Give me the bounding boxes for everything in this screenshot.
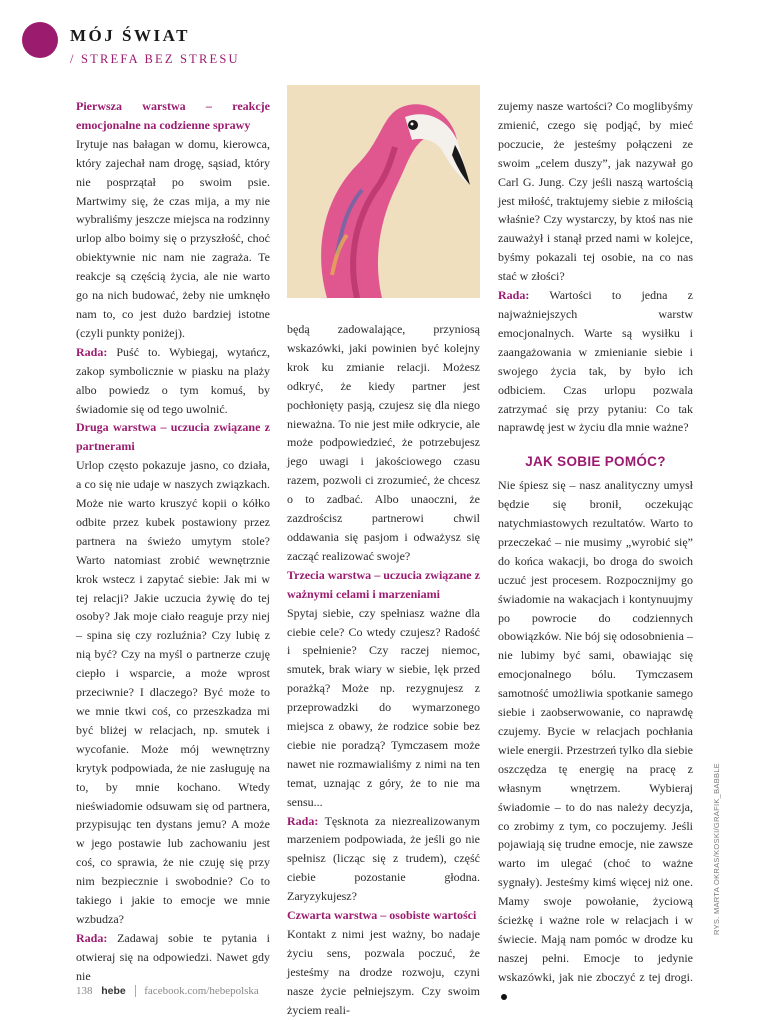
paragraph: będą zadowalające, przyniosą wskazówki, jaki powinien być kolejny krok ku zmianie relacji. Możesz odkryć, że kiedy partner jest pochłonięty pasją, czujesz się dla niego nieważna. To nie jest miłe odkrycie, ale może podpowiedzieć, że potrzebujesz jego uwagi i jakościowego czasu razem, pozwoli ci zrozumieć, że chcesz o to zadbać. Albo unaoczni, że zazdrościsz partnerowi chwil oddawania się pasjom i odważysz się zacząć realizować swoje? <box>287 322 480 563</box>
paragraph: Urlop często pokazuje jasno, co działa, a co się nie udaje w naszych związkach. Może nie warto kruszyć kopii o kółko odbite przez kubek postawiony przez partnera na świeżo umytym stole? Warto natomiast zrobić wewnętrznie krok wstecz i zapytać siebie: Jak mi w tej relacji? Jakie uczucia żywię do tej osoby? Jak moje ciało reaguje przy niej – spina się czy rozluźnia? Czy lubię z nią być? Czy na myśl o partnerze czuję ciepło i wsparcie, a może wprost przeciwnie? I dlaczego? Być może to we mnie tkwi coś, co przeszkadza mi być bliżej w relacjach, np. smutek i wycofanie. Może mój wewnętrzny krytyk podpowiada, że nie zasługuję na to, by mnie kochano. Wtedy nieświadomie odsuwam się od partnera, przypisując ten dystans jemu? A może w jego postawie lub zachowaniu jest coś, co sprawia, że nie czuję się przy nim bezpiecznie i swobodnie? Co to takiego i jakie to emocje we mnie wzbudza? <box>76 458 270 926</box>
tip-text: Zadawaj sobie te pytania i otwieraj się na odpowiedzi. Nawet gdy nie <box>76 930 271 983</box>
column-1 <box>76 97 270 986</box>
paragraph: Spytaj siebie, czy spełniasz ważne dla ciebie cele? Co wtedy czujesz? Radość i spełnienie? Czy raczej niemoc, smutek, brak wiary w siebie, lęk przed porażką? Może np. rezygnujesz z przeprowadzki do wymarzonego miejsca z obawy, że rodzice sobie bez ciebie nie poradzą? Tymczasem może nawet nie rozmawialiśmy z nimi na ten temat, uznając z góry, że to nie ma sensu... <box>287 605 480 809</box>
column-3 <box>498 97 693 1006</box>
tip-text: Tęsknota za niezrealizowanym marzeniem podpowiada, że jeśli go nie spełnisz (licząc się z trudem), część ciebie pozostanie głodna. Zaryzykujesz? <box>287 813 480 904</box>
paragraph: Nie śpiesz się – nasz analityczny umysł będzie się bronił, oczekując natychmiastowych rezultatów. Warto to przeczekać – nie musimy „wyrobić się” do końca wakacji, bo droga do swoich uczuć jest procesem. Rozpocznijmy go świadomie na wakacjach i kontynuujmy po powrocie do codziennych obowiązków. Nie bój się odosobnienia – nie lubimy być sami, obawiając się emocjonalnego bólu. Tymczasem samotność umożliwia spotkanie samego siebie i zaobserwowanie, co naprawdę czujemy. Bycie w relacjach pochłania wiele energii. Przestrzeń tylko dla siebie oszczędza tę energię na pracę z własnym wnętrzem. Wybieraj świadomie – to do nas należy decyzja, co zrobimy z tym, co poczujemy. Jeśli pojawiają się trudne emocje, nie zawsze warto im ulegać (choć to ważne sygnały). Jesteśmy kimś więcej niż one. Mamy swoje powołanie, życiową ścieżkę i ważne role w relacjach i w świecie. Mają nam pomóc w drodze ku naszej pełni. Emocje to jedynie wskazówki, jak nie zboczyć z tej drogi. <box>498 478 693 984</box>
footer-link[interactable]: facebook.com/hebepolska <box>144 985 259 997</box>
tip-label: Rada: <box>287 813 319 828</box>
tip-label: Rada: <box>498 288 530 303</box>
divider <box>135 985 136 997</box>
paragraph: zujemy nasze wartości? Co moglibyśmy zmienić, czego się podjąć, by mieć poczucie, że jesteśmy połączeni ze swoim „celem duszy”, jak nazywał go Carl G. Jung. Czy jeśli naszą wartością jest miłość, traktujemy siebie z miłością właśnie? Czy wystarczy, by ktoś nas nie zauważył i stanął przed nami w kolejce, byśmy pokazali tej osobie, na co nas stać w złości? <box>498 99 693 284</box>
heading-layer-1: Pierwsza warstwa – reakcje emocjonalne na codzienne sprawy <box>76 99 270 132</box>
tip-text: Puść to. Wybiegaj, wytańcz, zakop symbolicznie w piasku na plaży albo powiedz o tym komuś, by świadomie się od tego uwolnić. <box>76 344 270 416</box>
subheading-help: JAK SOBIE POMÓC? <box>525 454 666 470</box>
section-marker-dot <box>22 22 58 58</box>
heading-layer-2: Druga warstwa – uczucia związane z partnerami <box>76 420 270 454</box>
brand-logo: hebe <box>101 985 126 997</box>
flamingo-illustration <box>287 85 480 298</box>
column-2 <box>287 320 480 1020</box>
end-bullet-icon <box>501 994 507 1000</box>
tip-label: Rada: <box>76 344 108 359</box>
tip-text: Wartości to jedna z najważniejszych warstw emocjonalnych. Warte są wysiłku i zaangażowania w zmienianie siebie i swojego życia tak, by było ich odbiciem. Czas urlopu pozwala zatrzymać się przy pytaniu: Co tak naprawdę jest w życiu dla mnie ważne? <box>498 288 693 435</box>
section-title: MÓJ ŚWIAT <box>70 26 190 45</box>
heading-layer-4: Czwarta warstwa – osobiste wartości <box>287 908 477 923</box>
heading-layer-3: Trzecia warstwa – uczucia związane z ważnymi celami i marzeniami <box>287 567 480 601</box>
tip-label: Rada: <box>76 930 108 945</box>
paragraph: Kontakt z nimi jest ważny, bo nadaje życiu sens, pozwala poczuć, że jesteśmy na drodze rozwoju, czyni nasze życie pełniejszym. Czy swoim życiem reali- <box>287 927 480 1017</box>
paragraph: Irytuje nas bałagan w domu, kierowca, który zajechał nam drogę, sąsiad, który nie posprzątał po swoim psie. Martwimy się, że czas mija, a my nie wybraliśmy jeszcze miejsca na rodzinny urlop albo boimy się o przyszłość, choć obiektywnie nic nam nie zagraża. Te reakcje są częścią życia, ale nie warto go na nich budować, żeby nie umknęło nam to, co jest dużo bardziej istotne (czyli punkty poniżej). <box>76 136 270 340</box>
illustration-credit: RYS. MARTA OKRAS/KOSKI/GRAFIK_BABBLE <box>712 762 721 935</box>
section-subtitle: / STREFA BEZ STRESU <box>70 52 240 66</box>
page-number: 138 <box>76 985 93 997</box>
page-footer <box>76 985 259 997</box>
